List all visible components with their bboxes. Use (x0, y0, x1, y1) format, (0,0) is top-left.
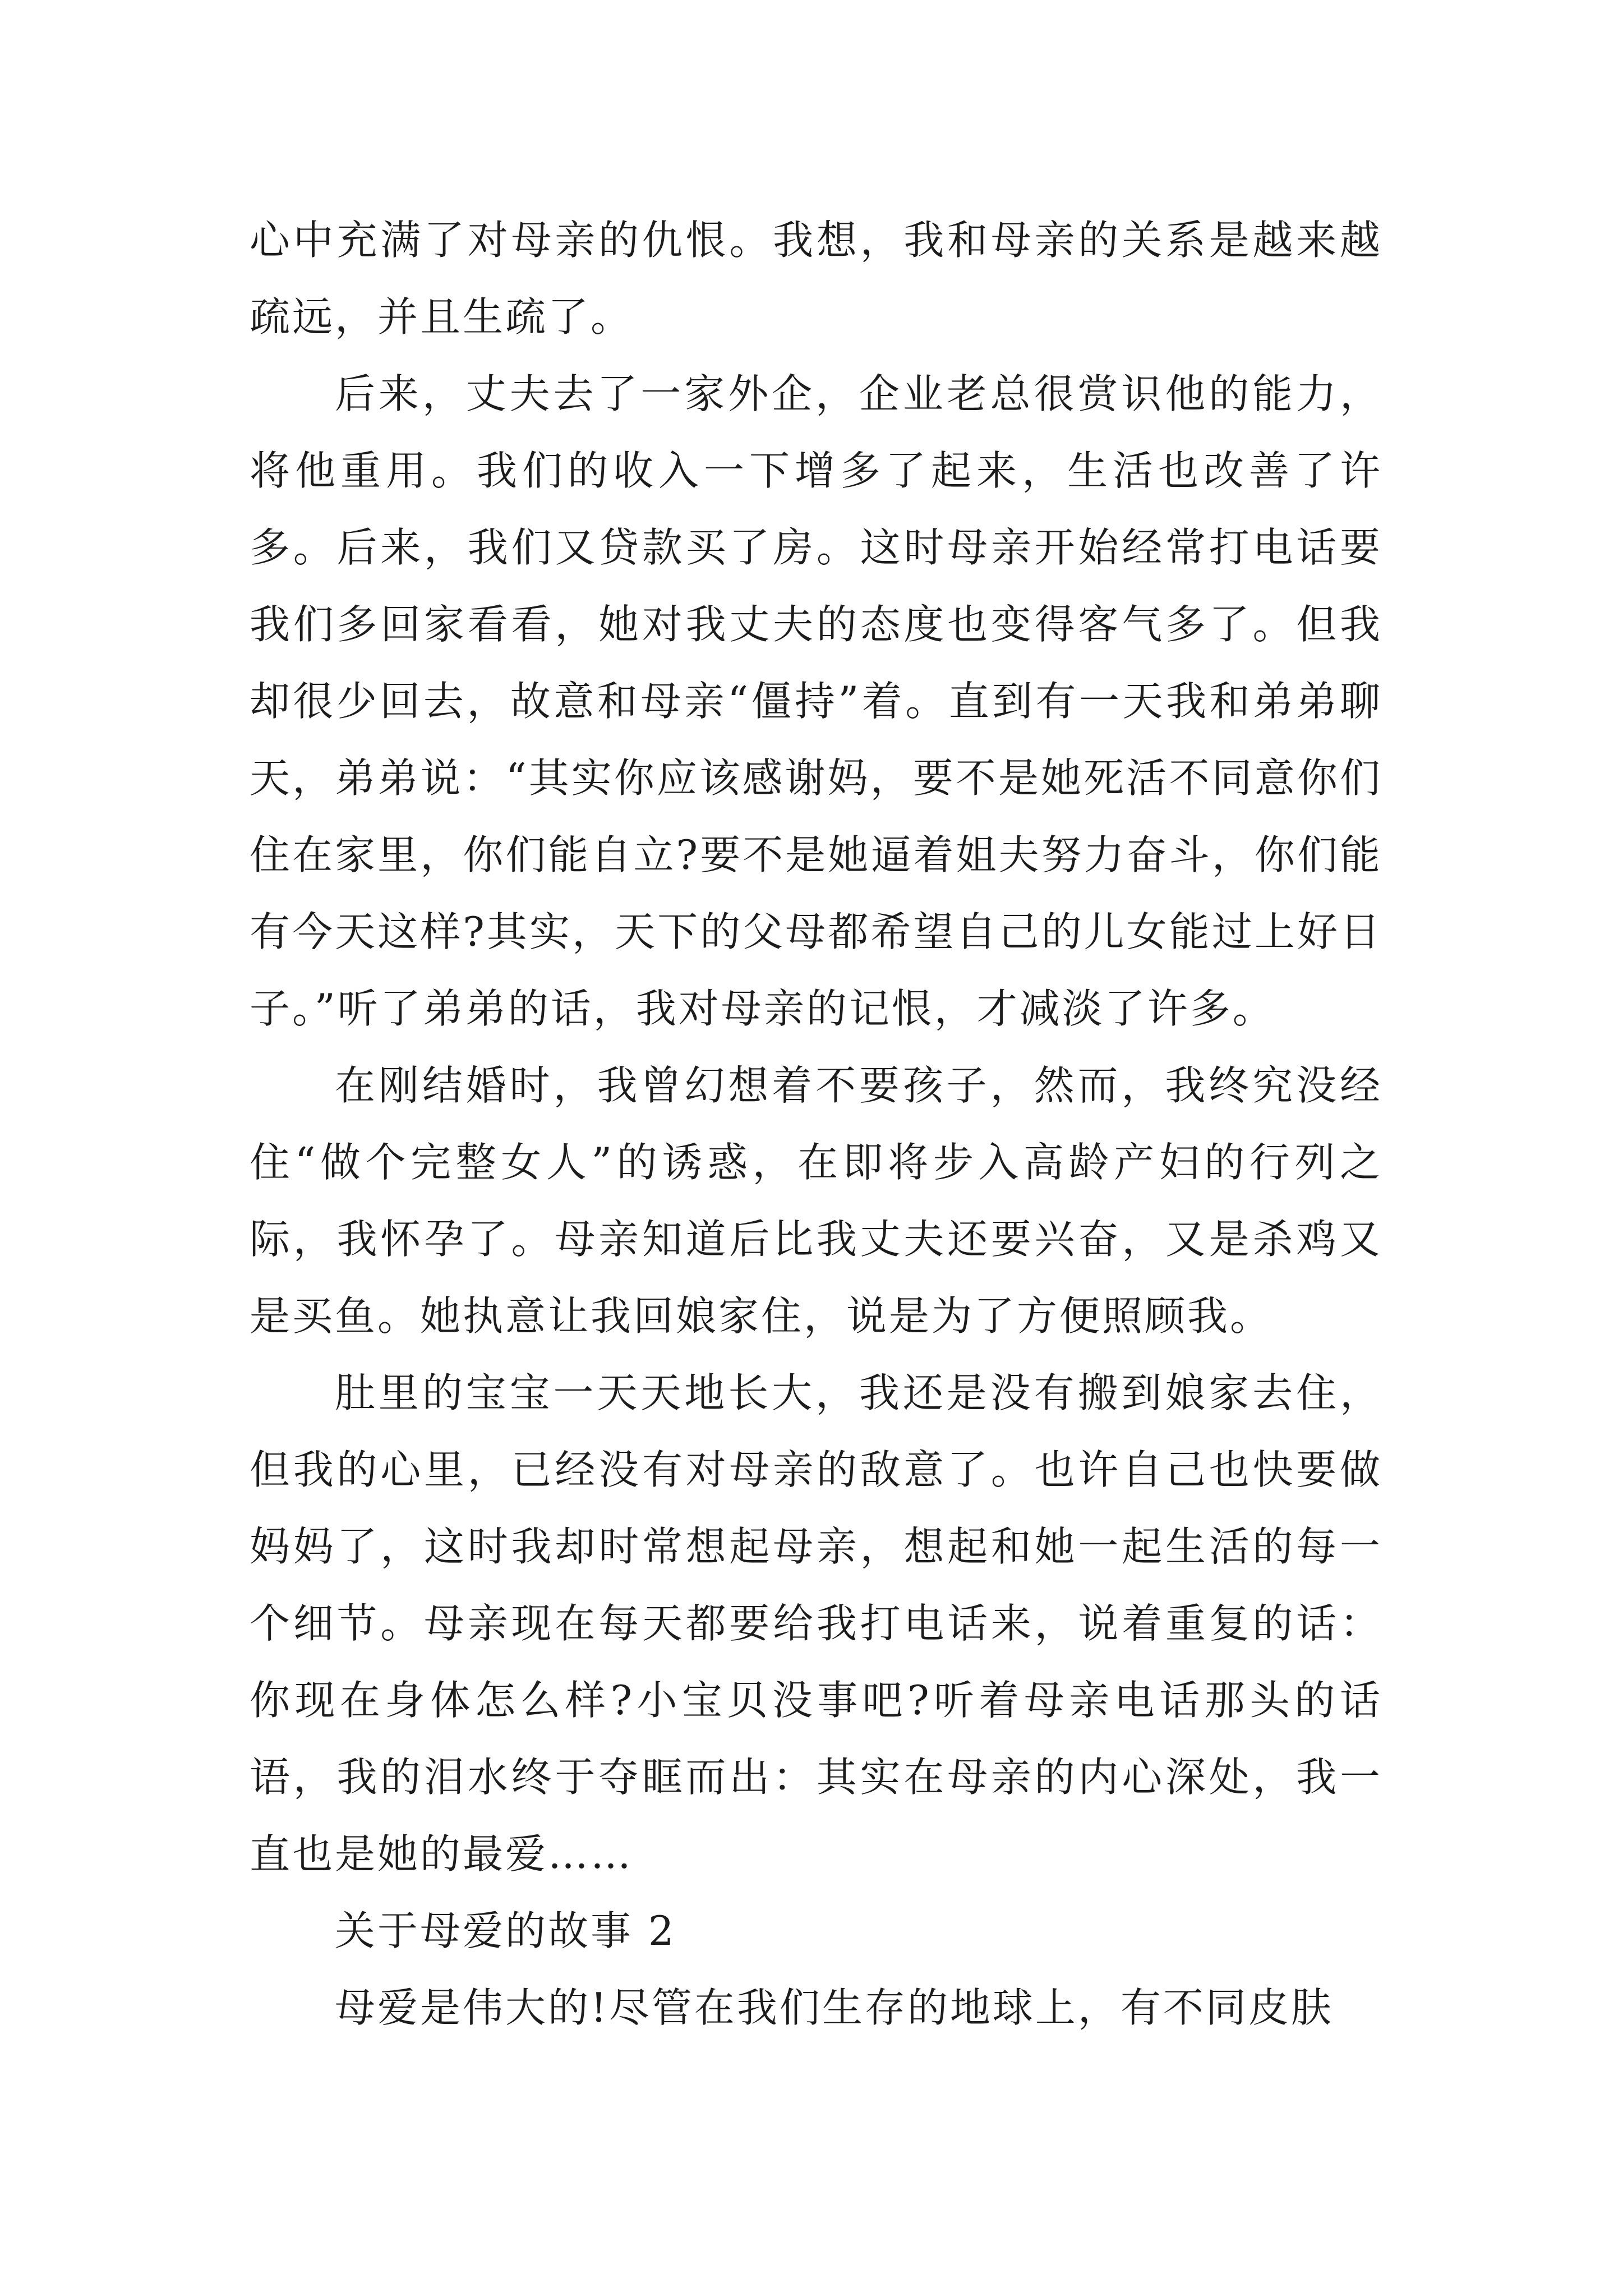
paragraph-5: 母爱是伟大的!尽管在我们生存的地球上，有不同皮肤 (335, 1984, 1334, 2031)
paragraph-3: 在刚结婚时，我曾幻想着不要孩子，然而，我终究没经住“做个完整女人”的诱惑，在即将步入高龄产妇的行列之际，我怀孕了。母亲知道后比我丈夫还要兴奋，又是杀鸡又是买鱼。她执意让我回娘家住，说是为了方便照顾我。 (250, 1062, 1382, 1340)
section-heading: 关于母爱的故事 2 (335, 1907, 676, 1954)
paragraph-2: 后来，丈夫去了一家外企，企业老总很赏识他的能力，将他重用。我们的收入一下增多了起来，生活也改善了许多。后来，我们又贷款买了房。这时母亲开始经常打电话要我们多回家看看，她对我丈夫的态度也变得客气多了。但我却很少回去，故意和母亲“僵持”着。直到有一天我和弟弟聊天，弟弟说：“其实你应该感谢妈，要不是她死活不同意你们住在家里，你们能自立?要不是她逼着姐夫努力奋斗，你们能有今天这样?其实，天下的父母都希望自己的儿女能过上好日子。”听了弟弟的话，我对母亲的记恨，才减淡了许多。 (250, 370, 1382, 1032)
document-body (250, 202, 1382, 2046)
paragraph-4: 肚里的宝宝一天天地长大，我还是没有搬到娘家去住，但我的心里，已经没有对母亲的敌意了。也许自己也快要做妈妈了，这时我却时常想起母亲，想起和她一起生活的每一个细节。母亲现在每天都要给我打电话来，说着重复的话：你现在身体怎么样?小宝贝没事吧?听着母亲电话那头的话语，我的泪水终于夺眶而出：其实在母亲的内心深处，我一直也是她的最爱…… (250, 1369, 1382, 1878)
paragraph-1: 心中充满了对母亲的仇恨。我想，我和母亲的关系是越来越疏远，并且生疏了。 (250, 217, 1382, 341)
